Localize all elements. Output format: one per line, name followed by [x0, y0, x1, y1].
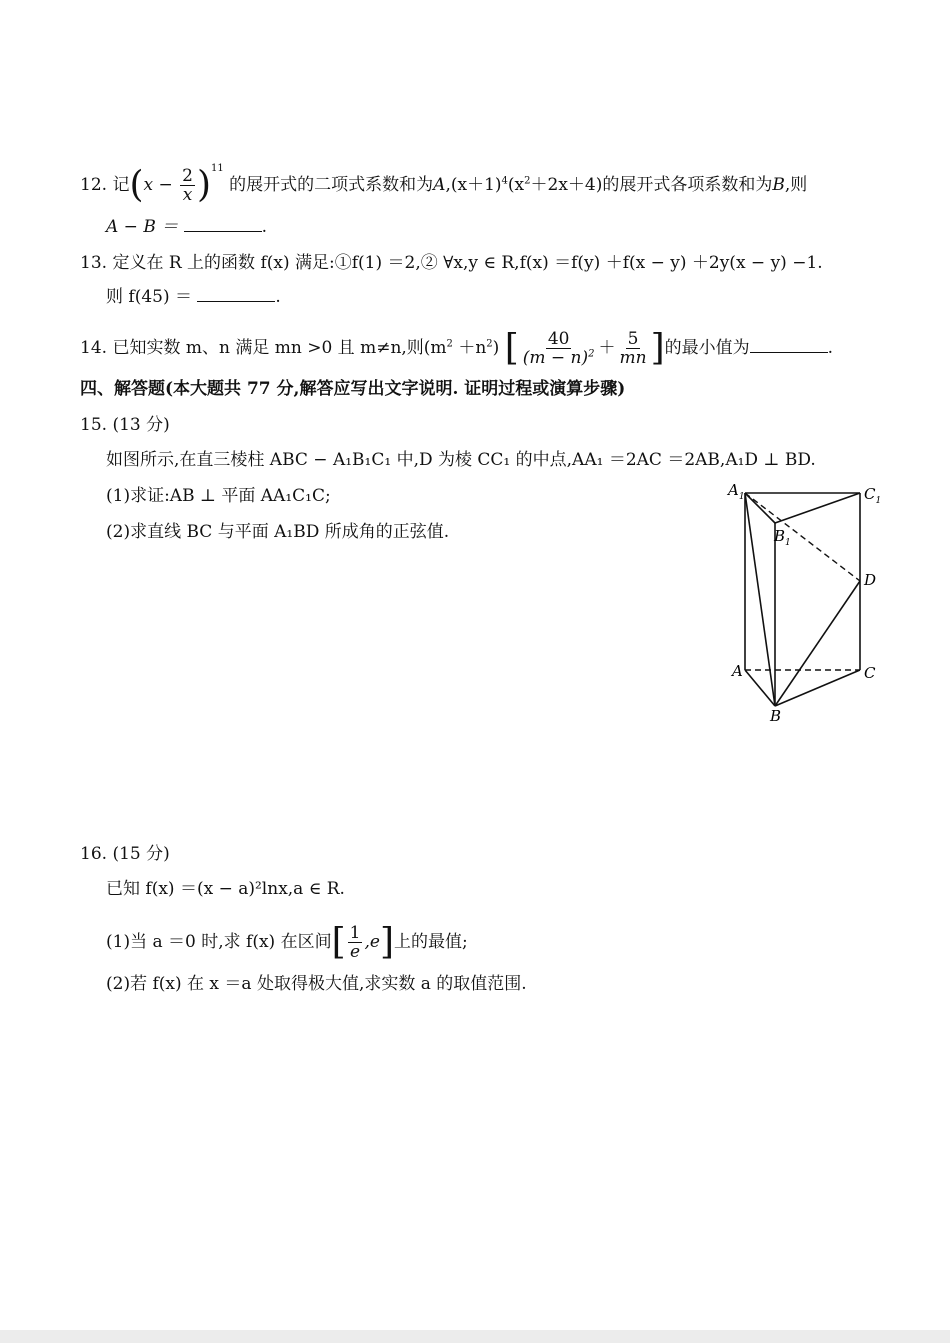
q16-interval-frac [348, 924, 363, 961]
q14-fraction2 [618, 330, 649, 367]
q12-prefix: 记 [112, 175, 130, 195]
q13-text: 13. 定义在 R 上的函数 f(x) 满足:①f(1) ＝2,② ∀x,y ∈ R,f(x) ＝f(y) ＋f(x − y) ＋2y(x − y) −1. [80, 253, 823, 273]
q12-fraction [180, 167, 195, 204]
q14-f2-den: mn [619, 348, 647, 368]
edge-A1B1 [745, 493, 775, 523]
q14-text2: ＋n [452, 338, 487, 358]
q15-part1: (1)求证:AB ⊥ 平面 AA₁C₁C; [106, 486, 331, 506]
q12-exp4: 4 [501, 175, 508, 187]
q16-left-bracket: [ [331, 921, 346, 963]
q16-part1 [106, 921, 468, 963]
q16-right-bracket: ] [379, 921, 394, 963]
q16-part1-pre: (1)当 a ＝0 时,求 f(x) 在区间 [106, 932, 332, 952]
q14-text3: ) [492, 338, 500, 358]
q12-end: . [261, 217, 268, 237]
q16-part2: (2)若 f(x) 在 x ＝a 处取得极大值,求实数 a 的取值范围. [106, 974, 527, 994]
q12-text4: ＋2x＋4)的展开式各项系数和为 [530, 175, 773, 195]
q12-left-paren: ( [129, 164, 144, 206]
q14-left-bracket: [ [504, 327, 519, 369]
q14-number: 14. [80, 338, 108, 358]
q12-text1: 的展开式的二项式系数和为 [229, 175, 434, 195]
label-D: D [864, 571, 877, 589]
page-bottom-edge [0, 1330, 950, 1343]
q14-answer-blank[interactable] [750, 336, 828, 353]
q14-right-bracket: ] [650, 327, 665, 369]
label-B: B [770, 707, 782, 725]
q14-fraction1 [521, 330, 597, 367]
q12-answer-blank[interactable] [184, 215, 262, 232]
edge-B1C1 [775, 493, 860, 523]
q12-exp2: 2 [524, 175, 531, 187]
q16-part1-post: 上的最值; [394, 932, 468, 952]
edge-A1D-hidden [745, 493, 860, 581]
q15-part2: (2)求直线 BC 与平面 A₁BD 所成角的正弦值. [106, 522, 450, 542]
label-C1: $C_1$ [864, 485, 882, 506]
prism-figure [720, 478, 890, 728]
label-A: A [732, 662, 743, 680]
q12-line2 [106, 215, 267, 239]
q14-f2-num: 5 [627, 329, 639, 349]
q14-exp2: 2 [486, 338, 493, 350]
label-B1: $B_1$ [774, 527, 791, 548]
q14-exp1: 2 [446, 338, 453, 350]
q12-line1 [80, 163, 808, 206]
q13-line2 [106, 285, 281, 309]
q15-stem: 如图所示,在直三棱柱 ABC − A₁B₁C₁ 中,D 为棱 CC₁ 的中点,AA₁ ＝2AC ＝2AB,A₁D ⊥ BD. [106, 450, 816, 470]
q14-f1-den-text: (m − n) [522, 348, 589, 368]
q15-header: 15. (13 分) [80, 415, 170, 435]
q12-number: 12. [80, 175, 108, 195]
q16-header: 16. (15 分) [80, 844, 170, 864]
q13-end: . [275, 287, 281, 307]
q13-answer-label: 则 f(45) ＝ [106, 287, 192, 307]
q14-end: . [827, 338, 834, 358]
label-A1: $A_1$ [728, 481, 745, 502]
q12-expr-x: x [143, 175, 154, 195]
label-C: C [864, 664, 876, 682]
q12-answer-label: A − B ＝ [106, 217, 179, 237]
q14-f1-den-exp: 2 [588, 348, 595, 360]
q16-interval-den: e [350, 942, 361, 962]
q12-power: 11 [211, 163, 224, 175]
q13-line1 [80, 251, 823, 275]
q12-text5: ,则 [784, 175, 808, 195]
q14-line [80, 327, 834, 369]
q13-answer-blank[interactable] [197, 285, 275, 302]
q14-f1-den [521, 349, 597, 367]
q12-frac-num: 2 [182, 166, 193, 186]
edge-A1B [745, 493, 775, 706]
q16-interval-num: 1 [349, 923, 361, 943]
q12-B: B [772, 175, 785, 195]
q14-text4: 的最小值为 [664, 338, 750, 358]
q12-frac-den: x [182, 185, 193, 205]
q12-text2: ,(x＋1) [445, 175, 502, 195]
q16-interval-rest: ,e [364, 932, 380, 952]
q12-text3: (x [507, 175, 525, 195]
q12-right-paren: ) [196, 164, 212, 206]
q16-stem: 已知 f(x) ＝(x − a)²lnx,a ∈ R. [106, 879, 345, 899]
q14-plus: ＋ [598, 338, 616, 358]
q12-A: A [433, 175, 446, 195]
q14-text1: 已知实数 m、n 满足 mn >0 且 m≠n,则(m [112, 338, 447, 358]
q14-f1-num: 40 [547, 329, 570, 349]
section4-title: 四、解答题(本大题共 77 分,解答应写出文字说明. 证明过程或演算步骤) [80, 379, 626, 399]
q12-expr-minus: − [153, 175, 179, 195]
